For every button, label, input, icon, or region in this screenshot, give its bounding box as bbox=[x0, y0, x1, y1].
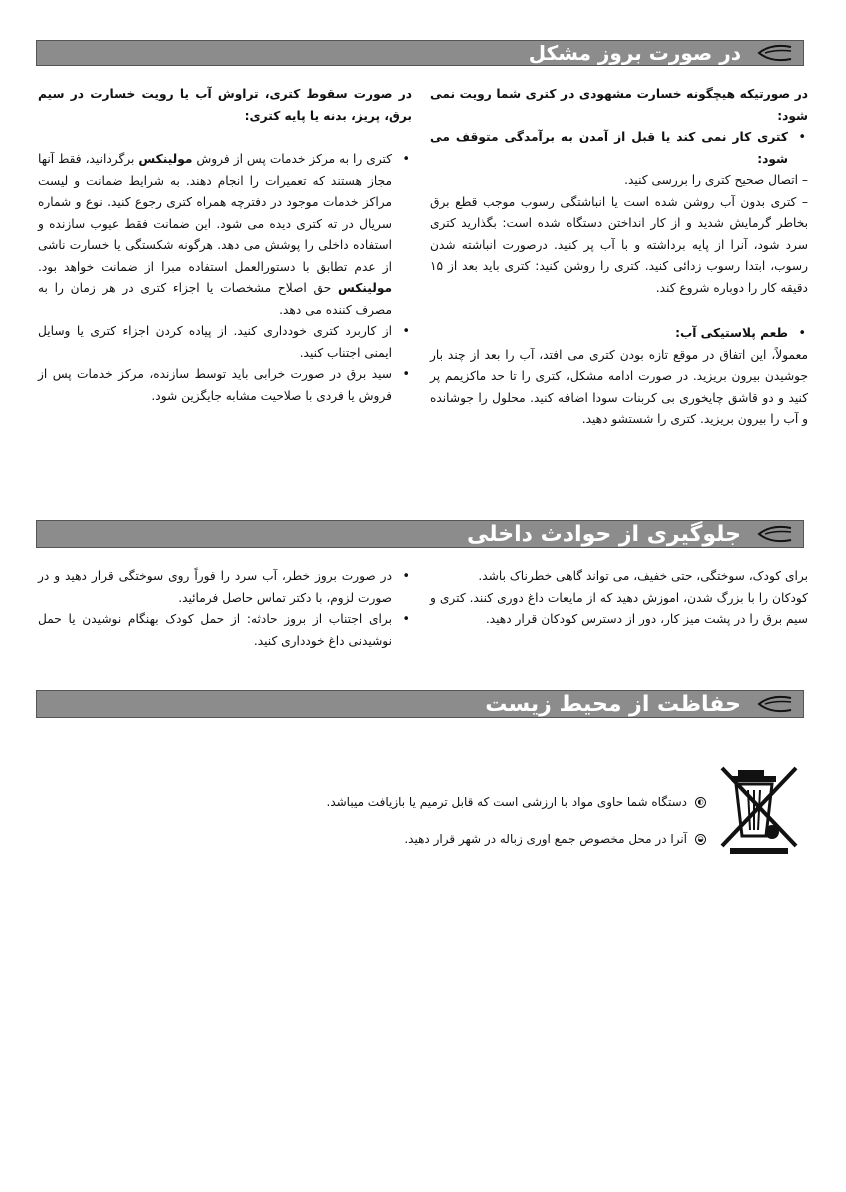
hand-arrow-icon bbox=[751, 41, 795, 65]
prevention-right-column bbox=[430, 566, 808, 631]
environment-line-1 bbox=[327, 795, 707, 809]
prevention-paragraph: برای کودک، سوختگی، حتی خفیف، می تواند گاهی خطرناک باشد. bbox=[478, 569, 808, 583]
brand-name: مولینکس bbox=[138, 152, 193, 166]
language-bullet-icon: ◐ bbox=[695, 797, 706, 808]
prevention-left-column bbox=[38, 566, 412, 652]
environment-line-2 bbox=[404, 832, 706, 846]
bullet-line: – کتری بدون آب روشن شده است یا انباشتگی رسوب موجب قطع برق بخاطر گرمایش شدید و از کار انداختن دستگاه شده است: بگذارید کتری سرد شود، آنرا از پایه برداشته و با آب پر کنید. درصورت انباشته شدن رسوب، ابتدا رسوب زدائی کنید. کتری را روشن کنید: کتری باید بعد از ۱۵ دقیقه کار را دوباره شروع کند. bbox=[430, 194, 808, 295]
section-bar-problem bbox=[36, 40, 804, 66]
bullet-title: طعم پلاستیکی آب: bbox=[675, 326, 788, 340]
crossed-out-bin-icon bbox=[716, 762, 802, 856]
item-text: کتری را به مرکز خدمات پس از فروش bbox=[196, 152, 393, 166]
hand-arrow-icon bbox=[751, 522, 795, 546]
list-item: • در صورت بروز خطر، آب سرد را فوراً روی سوختگی قرار دهید و در صورت لزوم، با دکتر تماس حاصل فرمائید. bbox=[38, 566, 412, 609]
bullet-line: معمولاً، این اتفاق در موقع تازه بودن کتری می افتد، آب را بعد از چند بار جوشیدن بیرون بریزید. در صورت ادامه مشکل، کتری را تا حد ماکزیمم پر کنید و دو قاشق چایخوری بی کربنات سودا اضافه کنید. محلول را جوشانده و آب را بیرون بریزید. کتری را شستشو دهید. bbox=[430, 347, 808, 426]
problem-left-column bbox=[38, 84, 412, 407]
list-item bbox=[430, 127, 808, 299]
problem-intro: در صورتیکه هیچگونه خسارت مشهودی در کتری شما رویت نمی شود: bbox=[430, 87, 808, 123]
section-bar-prevention bbox=[36, 520, 804, 548]
problem-right-column bbox=[430, 84, 808, 431]
list-item bbox=[38, 149, 412, 321]
brand-name: مولینکس bbox=[337, 281, 393, 295]
list-item: • سید برق در صورت خرابی باید توسط سازنده، مرکز خدمات پس از فروش یا فردی با صلاحیت مشابه جایگزین شود. bbox=[38, 364, 412, 407]
item-text: برگردانید، فقط آنها مجاز هستند که تعمیرات را انجام دهند. به شرایط ضمانت و لیست مراکز خدمات موجود در دفترچه همراه کتری رجوع کنید. نوع و شماره سریال در ته کتری دیده می شود. این ضمانت فقط عیوب سازنده و استفاده داخلی را پوشش می دهد. هرگونه شکستگی یا خسارت ناشی از عدم تطابق با دستورالعمل استفاده مبرا از ضمانت خواهد بود. bbox=[38, 152, 392, 274]
list-item bbox=[430, 323, 808, 431]
environment-text: آنرا در محل مخصوص جمع اوری زباله در شهر قرار دهید. bbox=[404, 832, 687, 846]
environment-text: دستگاه شما حاوی مواد با ارزشی است که قابل ترمیم یا بازیافت میباشد. bbox=[326, 795, 687, 809]
list-item: • برای اجتناب از بروز حادثه: از حمل کودک بهنگام نوشیدن یا حمل نوشیدنی داغ خودداری کنید. bbox=[38, 609, 412, 652]
bullet-line: – اتصال صحیح کتری را بررسی کنید. bbox=[624, 173, 808, 187]
item-text: حق اصلاح مشخصات یا اجزاء کتری در هر زمان را به مصرف کننده می دهد. bbox=[38, 281, 392, 317]
hand-arrow-icon bbox=[751, 692, 795, 716]
list-item: • از کاربرد کتری خودداری کنید. از پیاده کردن اجزاء کتری یا وسایل ایمنی اجتناب کنید. bbox=[38, 321, 412, 364]
section-title-environment: حفاظت از محیط زیست bbox=[485, 691, 741, 717]
bullet-title: کتری کار نمی کند یا قبل از آمدن به برآمدگی متوقف می شود: bbox=[430, 130, 788, 166]
section-title-problem: در صورت بروز مشکل bbox=[528, 41, 741, 65]
section-bar-environment bbox=[36, 690, 804, 718]
problem-intro-left: در صورت سقوط کتری، تراوش آب یا رویت خسارت در سیم برق، پریز، بدنه یا پایه کتری: bbox=[38, 87, 412, 123]
language-bullet-icon: ◒ bbox=[695, 834, 706, 845]
section-title-prevention: جلوگیری از حوادث داخلی bbox=[467, 521, 741, 547]
prevention-paragraph: کودکان را با بزرگ شدن، اموزش دهید که از مایعات داغ دوری کنند. کتری و سیم برق را در پشت میز کار، دور از دسترس کودکان قرار دهید. bbox=[430, 590, 808, 626]
